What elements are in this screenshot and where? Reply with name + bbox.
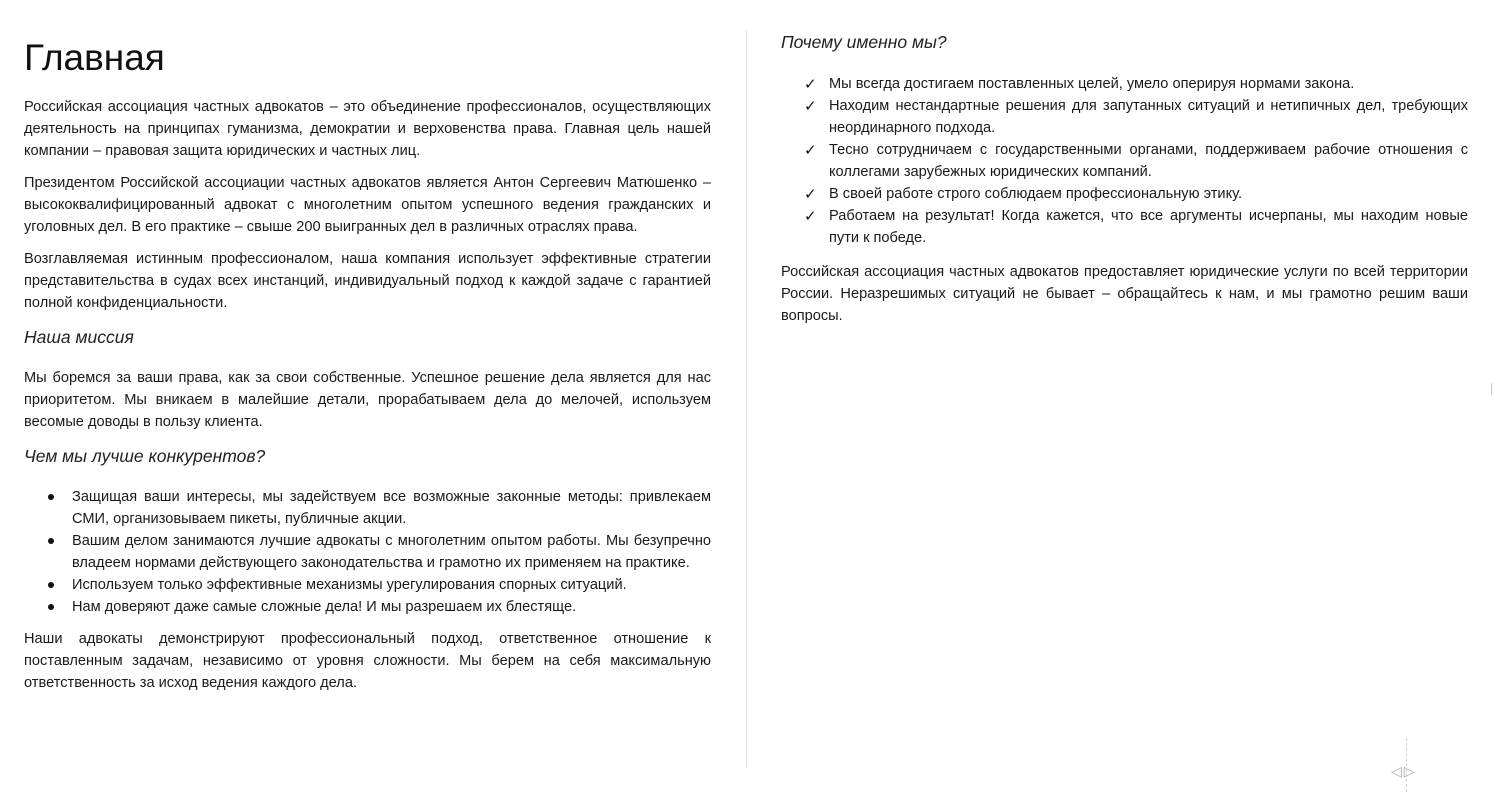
list-item: ✓ Тесно сотрудничаем с государственными органами, поддерживаем рабочие отношения с коллегами зарубежных юридических компаний. — [804, 141, 1468, 180]
intro-paragraph-3: Возглавляемая истинным профессионалом, наша компания использует эффективные стратегии представительства в судах всех инстанций, индивидуальный подход к каждой задаче с гарантией полной конфиденциальности. — [24, 251, 711, 311]
check-icon: ✓ — [804, 207, 817, 225]
list-item: ✓ Находим нестандартные решения для запутанных ситуаций и нетипичных дел, требующих неординарного подхода. — [804, 97, 1468, 136]
list-item: ✓ Мы всегда достигаем поставленных целей, умело оперируя нормами закона. — [804, 75, 1355, 93]
mission-paragraph: Мы боремся за ваши права, как за свои собственные. Успешное решение дела является для нас приоритетом. Мы вникаем в малейшие детали, прорабатываем дела до мелочей, используем весомые доводы в пользу клиента. — [24, 370, 711, 430]
check-icon: ✓ — [804, 185, 817, 203]
closing-paragraph-right: Российская ассоциация частных адвокатов предоставляет юридические услуги по всей территории России. Неразрешимых ситуаций не бывает – обращайтесь к нам, и мы грамотно решим ваши вопросы. — [781, 264, 1468, 324]
column-divider — [746, 30, 747, 768]
why-list — [781, 73, 1468, 249]
check-icon: ✓ — [804, 75, 817, 93]
bullet-icon — [48, 538, 54, 544]
bullet-icon — [48, 494, 54, 500]
page-navigation — [1391, 764, 1417, 780]
intro-paragraph-1: Российская ассоциация частных адвокатов – это объединение профессионалов, осуществляющих деятельность на принципах гуманизма, демократии и верховенства права. Главная цель нашей компании – правовая защита юридических и частных лиц. — [24, 99, 711, 159]
list-item: Защищая ваши интересы, мы задействуем все возможные законные методы: привлекаем СМИ, организовываем пикеты, публичные акции. — [24, 486, 711, 530]
closing-paragraph-left: Наши адвокаты демонстрируют профессиональный подход, ответственное отношение к поставленным задачам, независимо от уровня сложности. Мы берем на себя максимальную ответственность за исход ведения каждого дела. — [24, 631, 711, 691]
left-column — [24, 36, 711, 704]
list-item: Нам доверяют даже самые сложные дела! И мы разрешаем их блестяще. — [24, 596, 711, 618]
right-column — [781, 31, 1468, 337]
scroll-edge-marker — [1491, 383, 1492, 395]
list-item: Вашим делом занимаются лучшие адвокаты с многолетним опытом работы. Мы безупречно владеем нормами действующего законодательства и грамотно их применяем на практике. — [24, 530, 711, 574]
triangle-left-icon[interactable]: ◁ — [1391, 764, 1404, 780]
bullet-icon — [48, 604, 54, 610]
bullet-icon — [48, 582, 54, 588]
list-item: ✓ В своей работе строго соблюдаем профессиональную этику. — [804, 185, 1243, 203]
triangle-right-icon[interactable]: ▷ — [1403, 764, 1417, 780]
mission-heading: Наша миссия — [24, 327, 134, 347]
page-title: Главная — [24, 37, 165, 78]
better-list — [24, 486, 711, 618]
intro-paragraph-2: Президентом Российской ассоциации частных адвокатов является Антон Сергеевич Матюшенко – высококвалифицированный адвокат с многолетним опытом успешного ведения гражданских и уголовных дел. В его практике – свыше 200 выигранных дел в различных отраслях права. — [24, 175, 711, 235]
check-icon: ✓ — [804, 141, 817, 159]
check-icon: ✓ — [804, 97, 817, 115]
better-heading: Чем мы лучше конкурентов? — [24, 446, 266, 466]
why-heading: Почему именно мы? — [781, 32, 947, 52]
list-item: ✓ Работаем на результат! Когда кажется, что все аргументы исчерпаны, мы находим новые пути к победе. — [804, 207, 1468, 246]
list-item: Используем только эффективные механизмы урегулирования спорных ситуаций. — [24, 574, 711, 596]
